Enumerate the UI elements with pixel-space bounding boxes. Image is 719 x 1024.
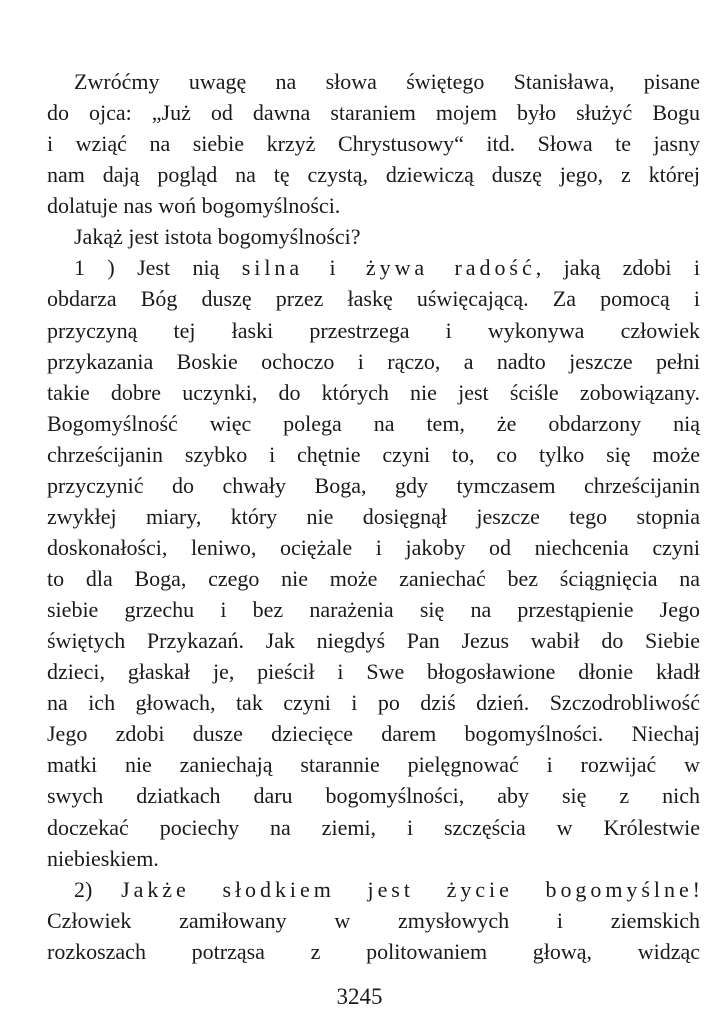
text-segment: ! xyxy=(692,876,700,902)
text-segment: przykazania Boskie ochoczo i rączo, a nadto jeszcze pełni xyxy=(47,348,700,374)
text-segment: świętych Przykazań. Jak niegdyś Pan Jezus wabił do Siebie xyxy=(47,628,700,654)
text-segment: swych dziatkach daru bogomyślności, aby się z nich xyxy=(47,783,700,809)
text-line xyxy=(47,718,700,749)
text-line xyxy=(47,625,700,656)
text-segment: siebie grzechu i bez narażenia się na przestąpienie Jego xyxy=(47,597,700,623)
text-segment: Jakąż jest istota bogomyślności? xyxy=(74,224,361,250)
text-segment: niebieskiem. xyxy=(47,845,159,871)
text-line xyxy=(47,687,700,718)
text-segment: obdarza Bóg duszę przez łaskę uświęcającą. Za pomocą i xyxy=(47,286,700,312)
text-line xyxy=(47,97,700,128)
text-segment: do ojca: „Już od dawna staraniem mojem było służyć Bogu xyxy=(47,100,700,126)
text-segment: doskonałości, leniwo, ociężale i jakoby od niechcenia czyni xyxy=(47,534,700,560)
text-line xyxy=(47,128,700,159)
text-segment: , jaką zdobi i xyxy=(535,255,700,281)
text-segment: matki nie zaniechają starannie pielęgnować i rozwijać w xyxy=(47,752,700,778)
text-line xyxy=(47,532,700,563)
text-segment: dzieci, głaskał je, pieścił i Swe błogosławione dłonie kładł xyxy=(47,659,700,685)
text-segment: i wziąć na siebie krzyż Chrystusowy“ itd. Słowa te jasny xyxy=(47,131,700,157)
text-segment: przyczynić do chwały Boga, gdy tymczasem chrześcijanin xyxy=(47,472,700,498)
text-line xyxy=(47,66,700,97)
text-line xyxy=(47,843,700,874)
text-segment: Jego zdobi dusze dziecięce darem bogomyślności. Niechaj xyxy=(47,721,700,747)
page-number: 3245 xyxy=(336,984,383,1009)
text-line xyxy=(47,905,700,936)
spaced-emphasis: silna i żywa radość xyxy=(241,255,536,281)
text-line xyxy=(47,501,700,532)
text-segment: to dla Boga, czego nie może zaniechać bez ściągnięcia na xyxy=(47,566,700,591)
text-segment: chrześcijanin szybko i chętnie czyni to, co tylko się może xyxy=(47,441,700,467)
text-line xyxy=(47,874,700,905)
text-line xyxy=(47,656,700,687)
text-line xyxy=(47,594,700,625)
text-segment: nam dają pogląd na tę czystą, dziewiczą duszę jego, z której xyxy=(47,162,700,188)
text-segment: Bogomyślność więc polega na tem, że obdarzony nią xyxy=(47,410,700,436)
text-segment: takie dobre uczynki, do których nie jest ściśle zobowiązany. xyxy=(47,379,700,405)
paragraph xyxy=(47,874,700,967)
text-line xyxy=(47,780,700,811)
text-line xyxy=(47,190,700,221)
text-segment: 1 ) Jest nią xyxy=(74,255,242,281)
paragraph xyxy=(47,252,700,873)
text-segment: przyczyną tej łaski przestrzega i wykonywa człowiek xyxy=(47,317,700,343)
text-segment: zwykłej miary, który nie dosięgnął jeszcze tego stopnia xyxy=(47,503,700,529)
text-line xyxy=(47,377,700,408)
text-segment: doczekać pociechy na ziemi, i szczęścia w Królestwie xyxy=(47,814,700,840)
text-segment: rozkoszach potrząsa z politowaniem głową, widząc xyxy=(47,938,700,964)
spaced-emphasis: Jakże słodkiem jest życie bogomyślne xyxy=(121,876,693,902)
paragraph xyxy=(47,66,700,221)
text-segment: Zwróćmy uwagę na słowa świętego Stanisława, pisane xyxy=(74,69,700,94)
body-text xyxy=(47,66,700,967)
text-segment: dolatuje nas woń bogomyślności. xyxy=(47,193,341,219)
text-line xyxy=(47,408,700,439)
text-line xyxy=(47,283,700,314)
text-segment: Człowiek zamiłowany w zmysłowych i ziemskich xyxy=(47,907,700,933)
text-segment: na ich głowach, tak czyni i po dziś dzień. Szczodrobliwość xyxy=(47,690,700,716)
text-line xyxy=(47,812,700,843)
paragraph xyxy=(47,221,700,252)
text-line xyxy=(47,252,700,283)
text-line xyxy=(47,439,700,470)
text-line xyxy=(47,159,700,190)
text-line xyxy=(47,346,700,377)
text-line xyxy=(47,936,700,967)
text-line xyxy=(47,563,700,594)
text-line xyxy=(47,470,700,501)
text-line xyxy=(47,221,700,252)
text-segment: 2) xyxy=(74,876,122,902)
text-line xyxy=(47,315,700,346)
text-line xyxy=(47,749,700,780)
